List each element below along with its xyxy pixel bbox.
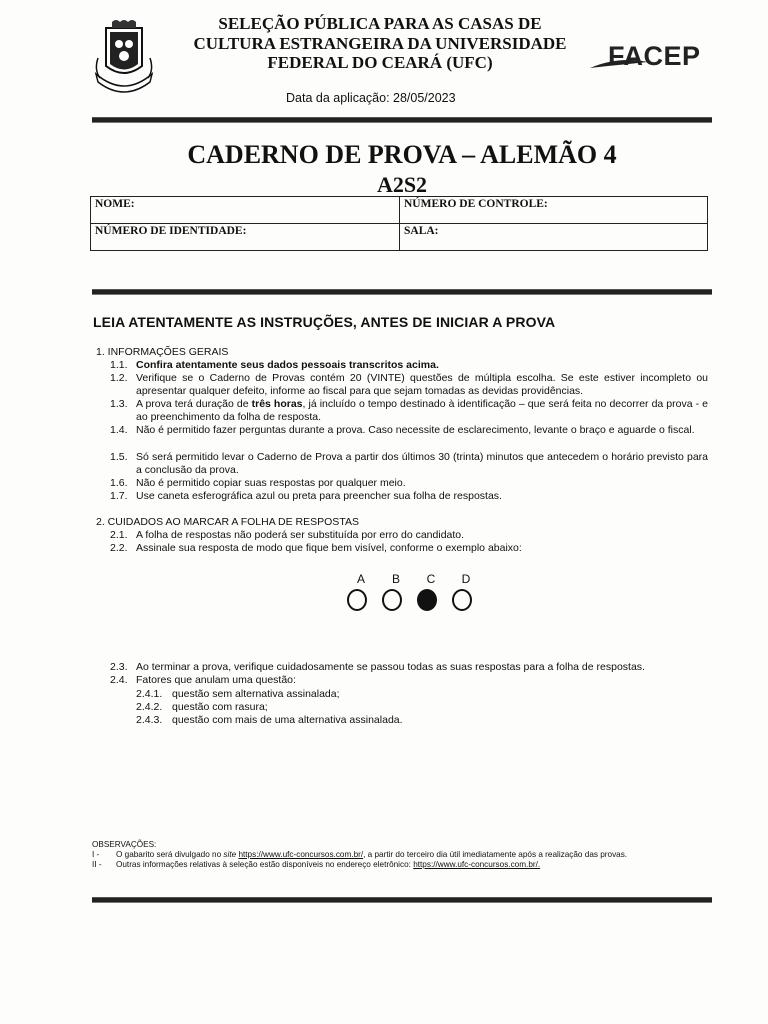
item-number: 1.4. (110, 424, 128, 436)
observacao-item (92, 860, 712, 871)
item-text: questão sem alternativa assinalada; (172, 688, 340, 700)
application-date: Data da aplicação: 28/05/2023 (286, 91, 456, 105)
item-number: 2.4.1. (136, 688, 163, 700)
item-text: Não é permitido fazer perguntas durante a prova. Caso necessite de esclarecimento, levante o braço e aguarde o fiscal. (136, 424, 695, 436)
option-letter: A (356, 572, 365, 586)
instruction-item (110, 490, 708, 503)
instruction-item (110, 424, 708, 437)
observacoes-title: OBSERVAÇÕES: (92, 840, 157, 849)
divider (92, 289, 712, 295)
item-number: 1.6. (110, 477, 128, 489)
section-title: 2. CUIDADOS AO MARCAR A FOLHA DE RESPOSTAS (96, 516, 359, 528)
option-letter: D (461, 572, 471, 586)
item-text: Fatores que anulam uma questão: (136, 674, 296, 686)
item-number: 1.3. (110, 398, 128, 410)
item-number: 1.1. (110, 359, 128, 371)
instruction-item (110, 372, 708, 397)
item-text: Assinale sua resposta de modo que fique bem visível, conforme o exemplo abaixo: (136, 542, 522, 554)
item-text: Verifique se o Caderno de Provas contém 20 (VINTE) questões de múltipla escolha. Se este estiver incompleto ou apresentar qualquer defeito, informe ao fiscal para que sejam tomadas as devidas providências. (136, 372, 708, 397)
item-number: 2.4. (110, 674, 128, 686)
facep-logo-text: FACEP (608, 41, 701, 71)
ufc-crest-logo (92, 18, 156, 98)
item-text (136, 398, 708, 423)
item-number: 2.2. (110, 542, 128, 554)
divider (92, 117, 712, 123)
nome-field: NOME: (91, 197, 400, 224)
institution-title-line: FEDERAL DO CEARÁ (UFC) (267, 53, 493, 72)
empty-bubble (347, 589, 367, 611)
candidate-info-table (90, 196, 708, 251)
exam-code: A2S2 (376, 172, 428, 197)
item-number: 2.4.3. (136, 714, 163, 726)
item-text: Confira atentamente seus dados pessoais transcritos acima. (136, 359, 439, 371)
answer-example (340, 572, 490, 622)
item-text-part: , já incluído o tempo destinado à identificação – que será feita no decorrer da prova - e ao preenchimento da folha de resposta. (136, 398, 708, 423)
obs-text: Outras informações relativas à seleção estão disponíveis no endereço eletrônico: (116, 860, 414, 869)
obs-text: O gabarito será divulgado no (116, 850, 224, 859)
instruction-item (110, 477, 708, 490)
page-title: CADERNO DE PROVA – ALEMÃO 4 (187, 140, 617, 169)
item-text-bold: três horas (251, 398, 303, 410)
instruction-item (110, 661, 708, 674)
item-text: Só será permitido levar o Caderno de Prova a partir dos últimos 30 (trinta) minutos que antecedem o horário previsto para a conclusão da prova. (136, 451, 708, 476)
filled-bubble (417, 589, 437, 611)
divider (92, 897, 712, 903)
item-text: questão com mais de uma alternativa assinalada. (172, 714, 403, 726)
item-number: 1.7. (110, 490, 128, 502)
empty-bubble (452, 589, 472, 611)
instruction-item (110, 359, 708, 372)
gabarito-link[interactable]: https://www.ufc-concursos.com.br/ (238, 850, 364, 859)
instruction-item (110, 398, 708, 423)
institution-title-line: SELEÇÃO PÚBLICA PARA AS CASAS DE (218, 14, 542, 33)
numero-identidade-field: NÚMERO DE IDENTIDADE: (91, 224, 400, 251)
option-letter: C (426, 572, 436, 586)
instruction-item (110, 451, 708, 476)
item-number: 2.3. (110, 661, 128, 673)
instruction-subitem (136, 714, 696, 727)
item-number: 2.1. (110, 529, 128, 541)
item-text-part: A prova terá duração de (136, 398, 252, 410)
instruction-subitem (136, 688, 696, 701)
numero-controle-field: NÚMERO DE CONTROLE: (400, 197, 708, 224)
section-title: 1. INFORMAÇÕES GERAIS (96, 346, 229, 358)
item-number: 1.5. (110, 451, 128, 463)
obs-site-word: site (223, 850, 237, 859)
empty-bubble (382, 589, 402, 611)
instruction-item (110, 542, 708, 555)
item-number: 2.4.2. (136, 701, 163, 713)
observacao-item (92, 850, 712, 861)
instruction-subitem (136, 701, 696, 714)
option-letter: B (391, 572, 400, 586)
info-link[interactable]: https://www.ufc-concursos.com.br/. (413, 860, 541, 869)
item-text: Ao terminar a prova, verifique cuidadosamente se passou todas as suas respostas para a folha de respostas. (136, 661, 645, 673)
item-text: questão com rasura; (172, 701, 268, 713)
instruction-item (110, 674, 708, 687)
obs-text: , a partir do terceiro dia útil imediatamente após a realização das provas. (363, 850, 628, 859)
facep-logo (588, 40, 708, 80)
institution-title-line: CULTURA ESTRANGEIRA DA UNIVERSIDADE (193, 33, 567, 53)
item-text: Não é permitido copiar suas respostas por qualquer meio. (136, 477, 406, 489)
obs-number: I - (92, 850, 100, 859)
sala-field: SALA: (400, 224, 708, 251)
item-number: 1.2. (110, 372, 128, 384)
item-text: Use caneta esferográfica azul ou preta para preencher sua folha de respostas. (136, 490, 502, 502)
instruction-item (110, 529, 708, 542)
item-text: A folha de respostas não poderá ser substituída por erro do candidato. (136, 529, 465, 541)
instructions-heading: LEIA ATENTAMENTE AS INSTRUÇÕES, ANTES DE INICIAR A PROVA (93, 314, 556, 330)
institution-title (150, 14, 610, 73)
obs-number: II - (92, 860, 102, 869)
